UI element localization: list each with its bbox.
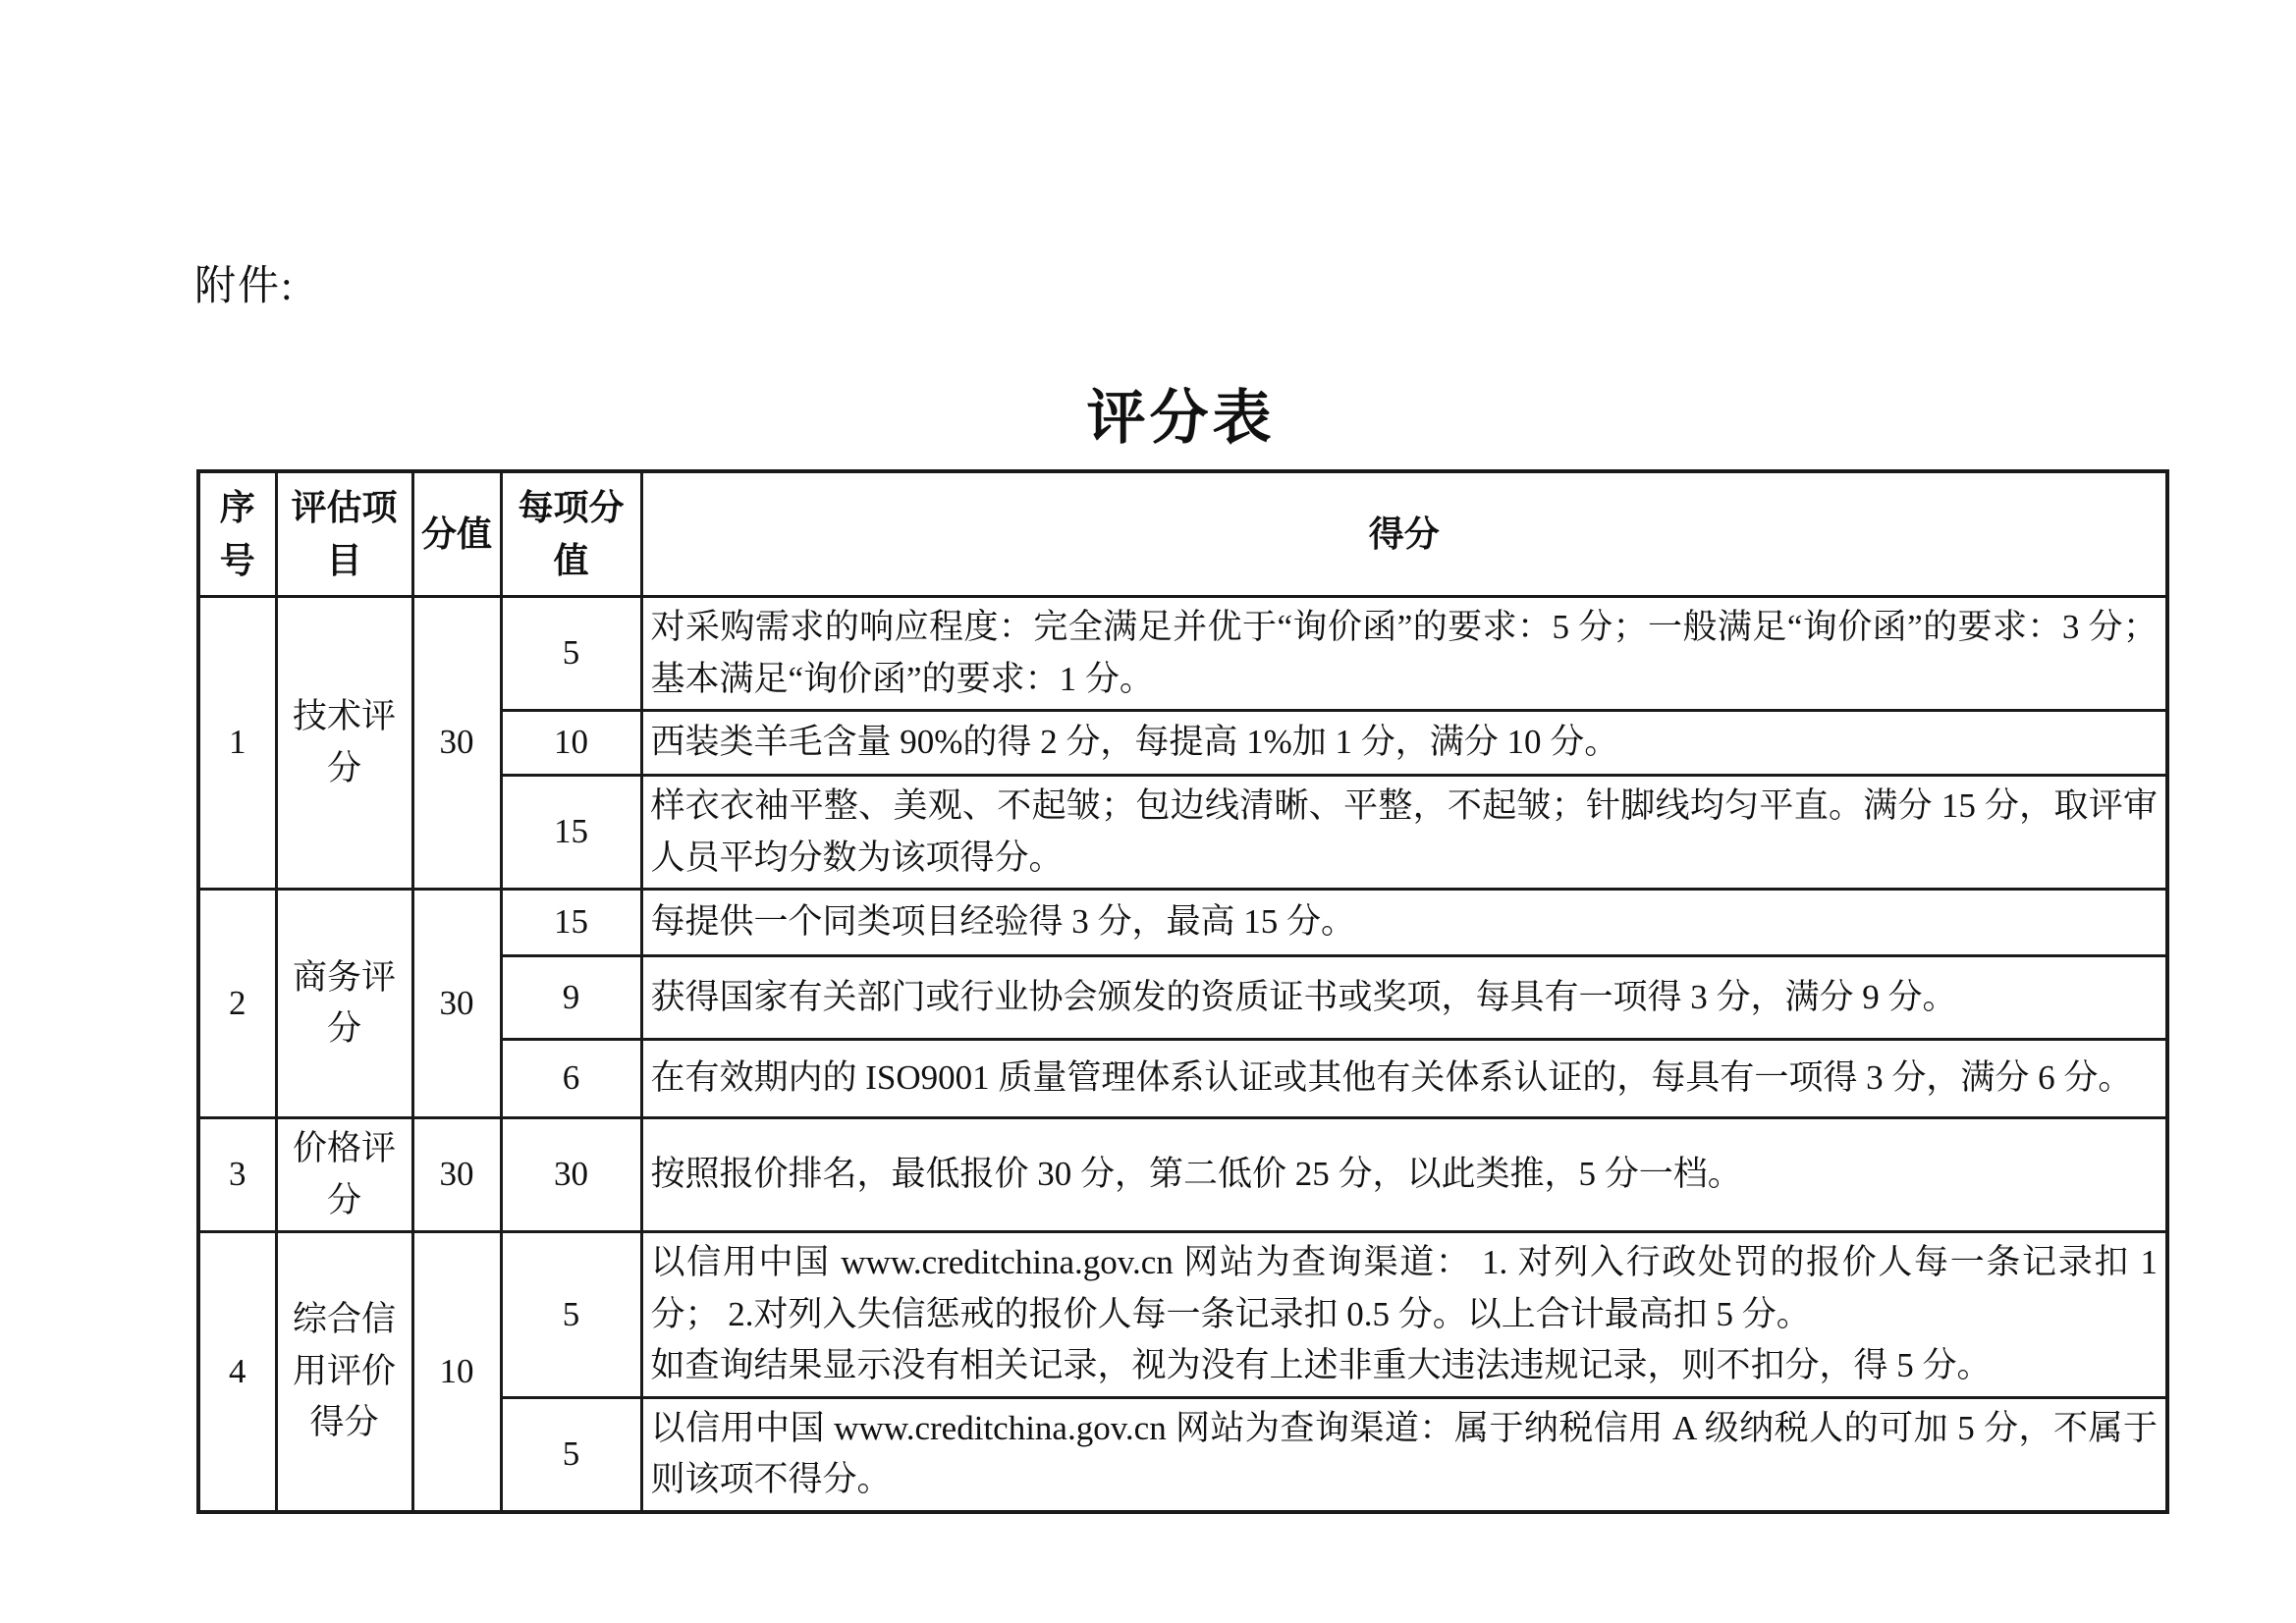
criteria-line: 如查询结果显示没有相关记录，视为没有上述非重大违法违规记录，则不扣分，得 5 分。 — [650, 1346, 1992, 1384]
header-cell-total-score: 分值 — [412, 471, 501, 597]
attachment-label: 附件: — [194, 264, 295, 309]
criteria-cell: 对采购需求的响应程度：完全满足并优于“询价函”的要求：5 分；一般满足“询价函”的要求：3 分；基本满足“询价函”的要求：1 分。 — [641, 597, 2167, 711]
points-cell: 10 — [501, 711, 641, 776]
points-cell: 15 — [501, 776, 641, 890]
header-cell-index: 序号 — [198, 471, 276, 597]
total-score-cell: 30 — [412, 597, 501, 890]
points-cell: 15 — [501, 890, 641, 956]
row-index-cell: 3 — [198, 1118, 276, 1232]
page-title: 评分表 — [1086, 386, 1276, 451]
points-cell: 6 — [501, 1040, 641, 1118]
criteria-cell: 获得国家有关部门或行业协会颁发的资质证书或奖项，每具有一项得 3 分，满分 9 分。 — [641, 956, 2167, 1040]
table-row — [198, 1118, 2167, 1232]
project-cell: 价格评分 — [276, 1118, 412, 1232]
table-row — [198, 890, 2167, 956]
header-cell-project: 评估项目 — [276, 471, 412, 597]
criteria-cell: 在有效期内的 ISO9001 质量管理体系认证或其他有关体系认证的，每具有一项得 3 分，满分 6 分。 — [641, 1040, 2167, 1118]
table-row — [198, 597, 2167, 711]
criteria-line: 以信用中国 www.creditchina.gov.cn 网站为查询渠道： 1. 对列入行政处罚的报价人每一条记录扣 1 分； 2.对列入失信惩戒的报价人每一条记录扣 0.5 分。以上合计最高扣 5 分。 — [650, 1243, 2158, 1333]
criteria-cell: 以信用中国 www.creditchina.gov.cn 网站为查询渠道：属于纳税信用 A 级纳税人的可加 5 分，不属于则该项不得分。 — [641, 1397, 2167, 1512]
points-cell: 5 — [501, 1232, 641, 1398]
header-cell-item-score: 每项分值 — [501, 471, 641, 597]
criteria-cell: 样衣衣袖平整、美观、不起皱；包边线清晰、平整，不起皱；针脚线均匀平直。满分 15 分，取评审人员平均分数为该项得分。 — [641, 776, 2167, 890]
row-index-cell: 1 — [198, 597, 276, 890]
total-score-cell: 30 — [412, 1118, 501, 1232]
table-header-row — [198, 471, 2167, 597]
points-cell: 9 — [501, 956, 641, 1040]
table-row — [198, 1232, 2167, 1398]
row-index-cell: 2 — [198, 890, 276, 1118]
points-cell: 5 — [501, 1397, 641, 1512]
criteria-cell: 每提供一个同类项目经验得 3 分，最高 15 分。 — [641, 890, 2167, 956]
project-cell: 技术评分 — [276, 597, 412, 890]
score-table — [196, 469, 2169, 1514]
header-cell-score: 得分 — [641, 471, 2167, 597]
project-cell: 商务评分 — [276, 890, 412, 1118]
total-score-cell: 10 — [412, 1232, 501, 1512]
points-cell: 30 — [501, 1118, 641, 1232]
total-score-cell: 30 — [412, 890, 501, 1118]
criteria-cell — [641, 1232, 2167, 1398]
row-index-cell: 4 — [198, 1232, 276, 1512]
project-cell: 综合信用评价得分 — [276, 1232, 412, 1512]
criteria-cell: 西装类羊毛含量 90%的得 2 分，每提高 1%加 1 分，满分 10 分。 — [641, 711, 2167, 776]
criteria-cell: 按照报价排名，最低报价 30 分，第二低价 25 分，以此类推，5 分一档。 — [641, 1118, 2167, 1232]
points-cell: 5 — [501, 597, 641, 711]
